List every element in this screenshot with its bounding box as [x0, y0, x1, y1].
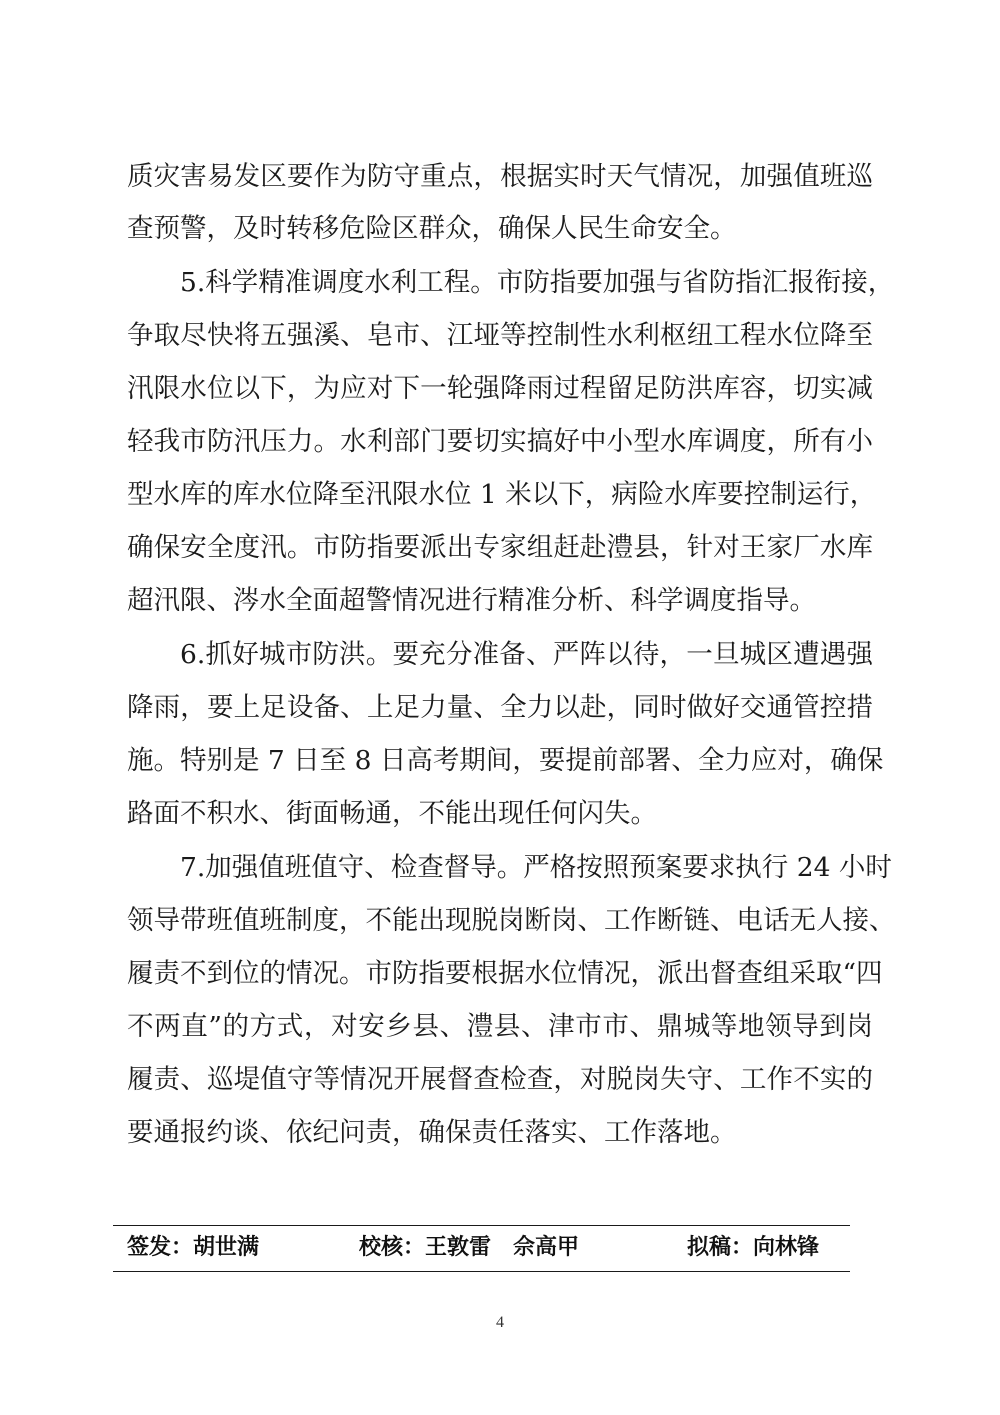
section-5-line-7: 超汛限、涔水全面超警情况进行精准分析、科学调度指导。 — [127, 585, 816, 616]
page-number: 4 — [496, 1314, 504, 1331]
body-line-1: 质灾害易发区要作为防守重点，根据实时天气情况，加强值班巡 — [127, 161, 873, 192]
section-5-line-4: 轻我市防汛压力。水利部门要切实搞好中小型水库调度，所有小 — [127, 426, 873, 457]
signature-row — [127, 1230, 837, 1266]
body-line-2: 查预警，及时转移危险区群众，确保人民生命安全。 — [127, 213, 737, 244]
section-5-line-1: 5.科学精准调度水利工程。市防指要加强与省防指汇报衔接， — [180, 267, 895, 298]
section-5-line-5: 型水库的库水位降至汛限水位 1 米以下，病险水库要控制运行， — [127, 479, 877, 510]
drafted-by: 拟稿：向林锋 — [687, 1235, 820, 1260]
issued-by: 签发：胡世满 — [127, 1235, 260, 1260]
footer-bottom-rule — [113, 1271, 850, 1272]
section-7-line-1: 7.加强值班值守、检查督导。严格按照预案要求执行 24 小时 — [180, 852, 892, 883]
section-6-line-4: 路面不积水、街面畅通，不能出现任何闪失。 — [127, 798, 657, 829]
section-7-line-5: 履责、巡堤值守等情况开展督查检查，对脱岗失守、工作不实的 — [127, 1064, 873, 1095]
section-7-line-6: 要通报约谈、依纪问责，确保责任落实、工作落地。 — [127, 1117, 737, 1148]
section-7-line-3: 履责不到位的情况。市防指要根据水位情况，派出督查组采取“四 — [127, 958, 883, 989]
section-5-line-3: 汛限水位以下，为应对下一轮强降雨过程留足防洪库容，切实减 — [127, 373, 873, 404]
section-6-line-2: 降雨，要上足设备、上足力量、全力以赴，同时做好交通管控措 — [127, 692, 873, 723]
section-7-line-2: 领导带班值班制度，不能出现脱岗断岗、工作断链、电话无人接、 — [127, 905, 896, 936]
reviewed-by: 校核：王敦雷 佘高甲 — [359, 1235, 580, 1260]
section-5-line-6: 确保安全度汛。市防指要派出专家组赶赴澧县，针对王家厂水库 — [127, 532, 873, 563]
section-6-line-3: 施。特别是 7 日至 8 日高考期间，要提前部署、全力应对，确保 — [127, 745, 884, 776]
footer-top-rule — [113, 1225, 850, 1226]
section-5-line-2: 争取尽快将五强溪、皂市、江垭等控制性水利枢纽工程水位降至 — [127, 320, 873, 351]
section-7-line-4: 不两直”的方式，对安乡县、澧县、津市市、鼎城等地领导到岗 — [127, 1011, 873, 1042]
section-6-line-1: 6.抓好城市防洪。要充分准备、严阵以待，一旦城区遭遇强 — [180, 639, 873, 670]
